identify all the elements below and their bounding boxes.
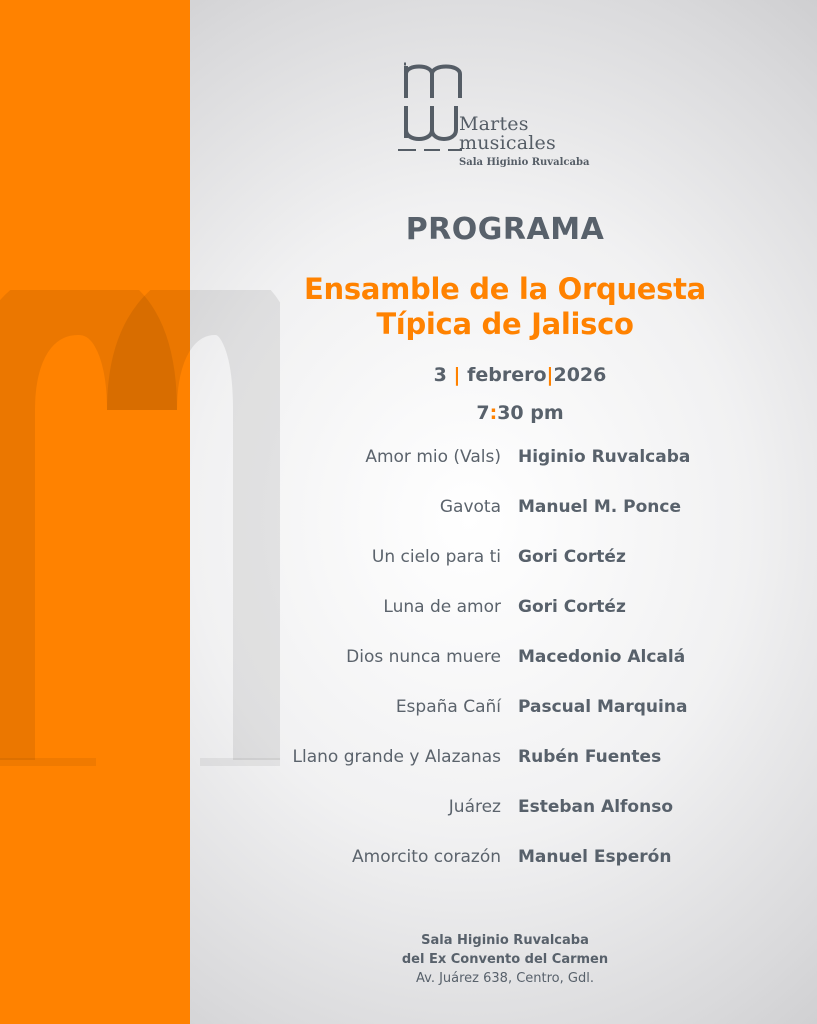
program-list	[0, 443, 817, 893]
program-item	[0, 793, 817, 843]
piece-title: España Cañí	[395, 697, 501, 717]
program-item	[0, 693, 817, 743]
ensemble-title-line1: Ensamble de la Orquesta	[304, 272, 706, 306]
piece-title: Gavota	[439, 497, 501, 517]
ensemble-title	[260, 272, 750, 342]
composer-name: Esteban Alfonso	[518, 797, 674, 817]
logo-text-line2: musicales	[459, 132, 556, 154]
time-rest: 30 pm	[497, 402, 564, 424]
time-hour: 7	[476, 402, 490, 424]
date-day: 3	[433, 364, 447, 386]
piece-title: Dios nunca muere	[346, 647, 501, 667]
program-item	[0, 543, 817, 593]
piece-title: Un cielo para ti	[371, 547, 501, 567]
composer-name: Gori Cortéz	[518, 597, 626, 617]
piece-title: Amorcito corazón	[352, 847, 501, 867]
piece-title: Amor mio (Vals)	[365, 447, 501, 467]
piece-title: Juárez	[448, 797, 501, 817]
venue-footer	[330, 931, 680, 988]
venue-name-line2: del Ex Convento del Carmen	[401, 952, 609, 967]
composer-name: Macedonio Alcalá	[518, 647, 686, 667]
event-time	[330, 402, 710, 424]
program-item	[0, 643, 817, 693]
piece-title: Llano grande y Alazanas	[292, 747, 501, 767]
program-item	[0, 493, 817, 543]
program-item	[0, 743, 817, 793]
ensemble-title-line2: Típica de Jalisco	[376, 307, 634, 341]
composer-name: Gori Cortéz	[518, 547, 626, 567]
date-separator: |	[453, 364, 461, 386]
venue-address: Av. Juárez 638, Centro, Gdl.	[416, 971, 594, 986]
logo-subtitle: Sala Higinio Ruvalcaba	[459, 157, 590, 168]
logo-text-line1: Martes	[459, 113, 529, 135]
program-item	[0, 443, 817, 493]
date-separator: |	[546, 364, 554, 386]
program-item	[0, 593, 817, 643]
time-colon: :	[489, 402, 498, 424]
date-year: 2026	[553, 364, 607, 386]
composer-name: Manuel Esperón	[518, 847, 672, 867]
event-date	[330, 364, 710, 386]
venue-name: Sala Higinio Ruvalcaba	[421, 933, 589, 948]
composer-name: Rubén Fuentes	[518, 747, 662, 767]
composer-name: Higinio Ruvalcaba	[518, 447, 691, 467]
program-item	[0, 843, 817, 893]
program-heading: PROGRAMA	[405, 212, 605, 247]
composer-name: Pascual Marquina	[518, 697, 688, 717]
piece-title: Luna de amor	[383, 597, 501, 617]
composer-name: Manuel M. Ponce	[518, 497, 682, 517]
date-month: febrero	[467, 364, 547, 386]
